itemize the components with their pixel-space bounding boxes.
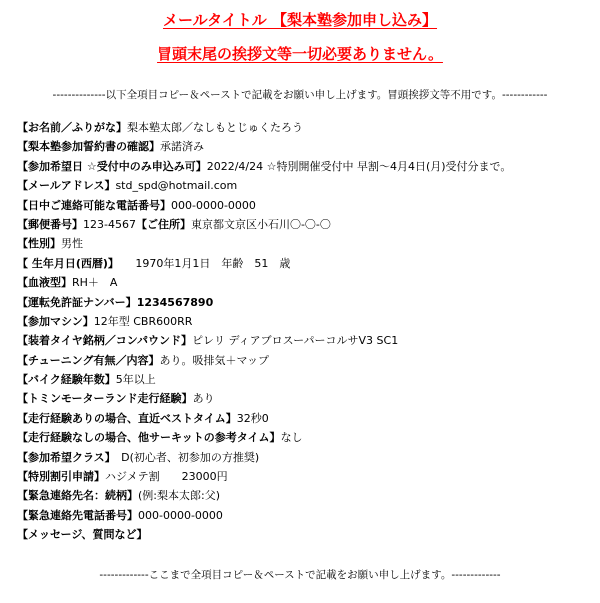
form-row	[17, 157, 592, 176]
form-row	[17, 293, 592, 312]
form-row	[17, 215, 592, 234]
field-label: 【血液型】	[17, 276, 72, 290]
form-row	[17, 467, 592, 486]
form-row	[17, 196, 592, 215]
field-label: 【走行経験ありの場合、直近ベストタイム】	[17, 411, 237, 425]
field-label: 【メッセージ、質問など】	[17, 528, 148, 542]
field-label: 【郵便番号】	[17, 217, 83, 231]
form-row	[17, 506, 592, 525]
field-value: 1970年1月1日 年齢 51 歳	[113, 256, 291, 270]
field-label: 【参加マシン】	[17, 314, 94, 328]
no-greeting-notice: 冒頭末尾の挨拶文等一切必要ありません。	[157, 45, 443, 63]
form-row	[17, 486, 592, 505]
form-row	[17, 448, 592, 467]
form-row	[17, 234, 592, 253]
field-value: RH＋ A	[72, 276, 118, 290]
separator-bottom: -------------ここまで全項目コピー＆ペーストで記載をお願い申し上げます。-------------	[99, 569, 501, 581]
form-row	[17, 351, 592, 370]
field-value: ハジメテ割 23000円	[105, 470, 228, 484]
field-label: 【チューニング有無／内容】	[17, 353, 160, 367]
field-value: 12年型 CBR600RR	[93, 314, 193, 328]
field-value: 1234567890	[136, 295, 214, 309]
field-value: 承諾済み	[160, 140, 204, 154]
field-label: 【メールアドレス】	[17, 179, 116, 193]
field-value: あり	[192, 392, 215, 406]
form-row	[17, 312, 592, 331]
field-value: 男性	[61, 237, 83, 251]
form-row	[17, 389, 592, 408]
application-form	[17, 118, 592, 545]
field-value: 5年以上	[115, 373, 156, 387]
mail-title-heading: メールタイトル 【梨本塾参加申し込み】	[162, 11, 438, 29]
field-value: std_spd@hotmail.com	[115, 179, 238, 193]
form-row	[17, 254, 592, 273]
field-value: 東京都文京区小石川〇-〇-〇	[190, 217, 331, 231]
field-value: なし	[280, 431, 303, 445]
field-value: 123-4567	[83, 217, 136, 231]
field-label: 【日中ご連絡可能な電話番号】	[17, 198, 171, 212]
field-label: 【参加希望日 ☆受付中のみ申込み可】	[17, 159, 207, 173]
field-label: 【走行経験なしの場合、他サーキットの参考タイム】	[17, 431, 281, 445]
field-value: D(初心者、初参加の方推奨)	[110, 450, 260, 464]
field-label: 【特別割引申請】	[17, 470, 105, 484]
separator-top: --------------以下全項目コピー＆ペーストで記載をお願い申し上げます。冒頭挨拶文等不用です。------------	[52, 89, 548, 101]
form-row	[17, 409, 592, 428]
field-label: 【緊急連絡先名：続柄】	[17, 489, 138, 503]
form-row	[17, 331, 592, 350]
form-row	[17, 370, 592, 389]
field-label: 【緊急連絡先電話番号】	[17, 508, 138, 522]
field-value: (例:梨本太郎:父)	[138, 489, 220, 503]
field-label: 【トミンモーターランド走行経験】	[17, 392, 193, 406]
field-label: 【参加希望クラス】	[17, 450, 111, 464]
form-row	[17, 525, 592, 544]
form-row	[17, 118, 592, 137]
field-value: 000-0000-0000	[138, 508, 223, 522]
field-label: 【運転免許証ナンバー】	[17, 295, 137, 309]
field-value: 梨本塾太郎／なしもとじゅくたろう	[127, 121, 303, 134]
field-label: 【梨本塾参加誓約書の確認】	[17, 140, 160, 154]
form-row	[17, 428, 592, 447]
field-value: ピレリ ディアブロスーパーコルサV3 SC1	[192, 334, 399, 348]
form-row	[17, 176, 592, 195]
field-label: 【性別】	[17, 237, 61, 251]
field-label: 【お名前／ふりがな】	[17, 121, 127, 134]
field-label: 【ご住所】	[135, 217, 191, 231]
form-row	[17, 273, 592, 292]
field-label: 【バイク経験年数】	[17, 373, 116, 387]
field-label: 【 生年月日(西暦)】	[17, 256, 114, 270]
field-value: 000-0000-0000	[171, 198, 256, 212]
field-label: 【装着タイヤ銘柄／コンパウンド】	[17, 334, 193, 348]
field-value: あり。吸排気＋マップ	[159, 353, 270, 367]
form-row	[17, 137, 592, 156]
field-value: 32秒0	[236, 411, 269, 425]
field-value: 2022/4/24 ☆特別開催受付中 早割～4月4日(月)受付分まで。	[206, 159, 512, 173]
